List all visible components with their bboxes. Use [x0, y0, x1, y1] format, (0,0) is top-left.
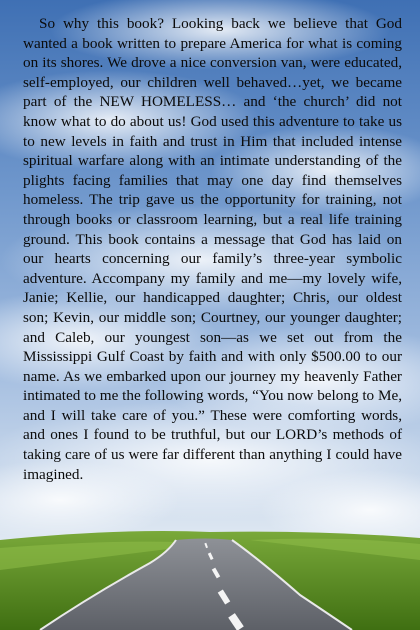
page-text — [23, 14, 402, 484]
body-paragraph: So why this book? Looking back we believe that God wanted a book written to prepare America for what is coming on its shores. We drove a nice conversion van, were educated, self-employed, our children well behaved…yet, we became part of the NEW HOMELESS… and ‘the church’ did not know what to do about us! God used this adventure to take us to new levels in faith and trust in Him that included intense spiritual warfare along with an intimate understanding of the plights facing families that may one day find themselves homeless. The trip gave us the opportunity for training, not through books or classroom learning, but a real life training ground. This book contains a message that God has laid on our hearts concerning our family’s three-year symbolic adventure. Accompany my family and me—my lovely wife, Janie; Kellie, our handicapped daughter; Chris, our oldest son; Kevin, our middle son; Courtney, our younger daughter; and Caleb, our youngest son—as we set out from the Mississippi Gulf Coast by faith and with only $500.00 to our name. As we embarked upon our journey my heavenly Father intimated to me the following words, “You now belong to Me, and I will take care of you.” These were comforting words, and ones I found to be truthful, but our LORD’s methods of taking care of us were far different than anything I could have imagined. — [23, 15, 402, 483]
